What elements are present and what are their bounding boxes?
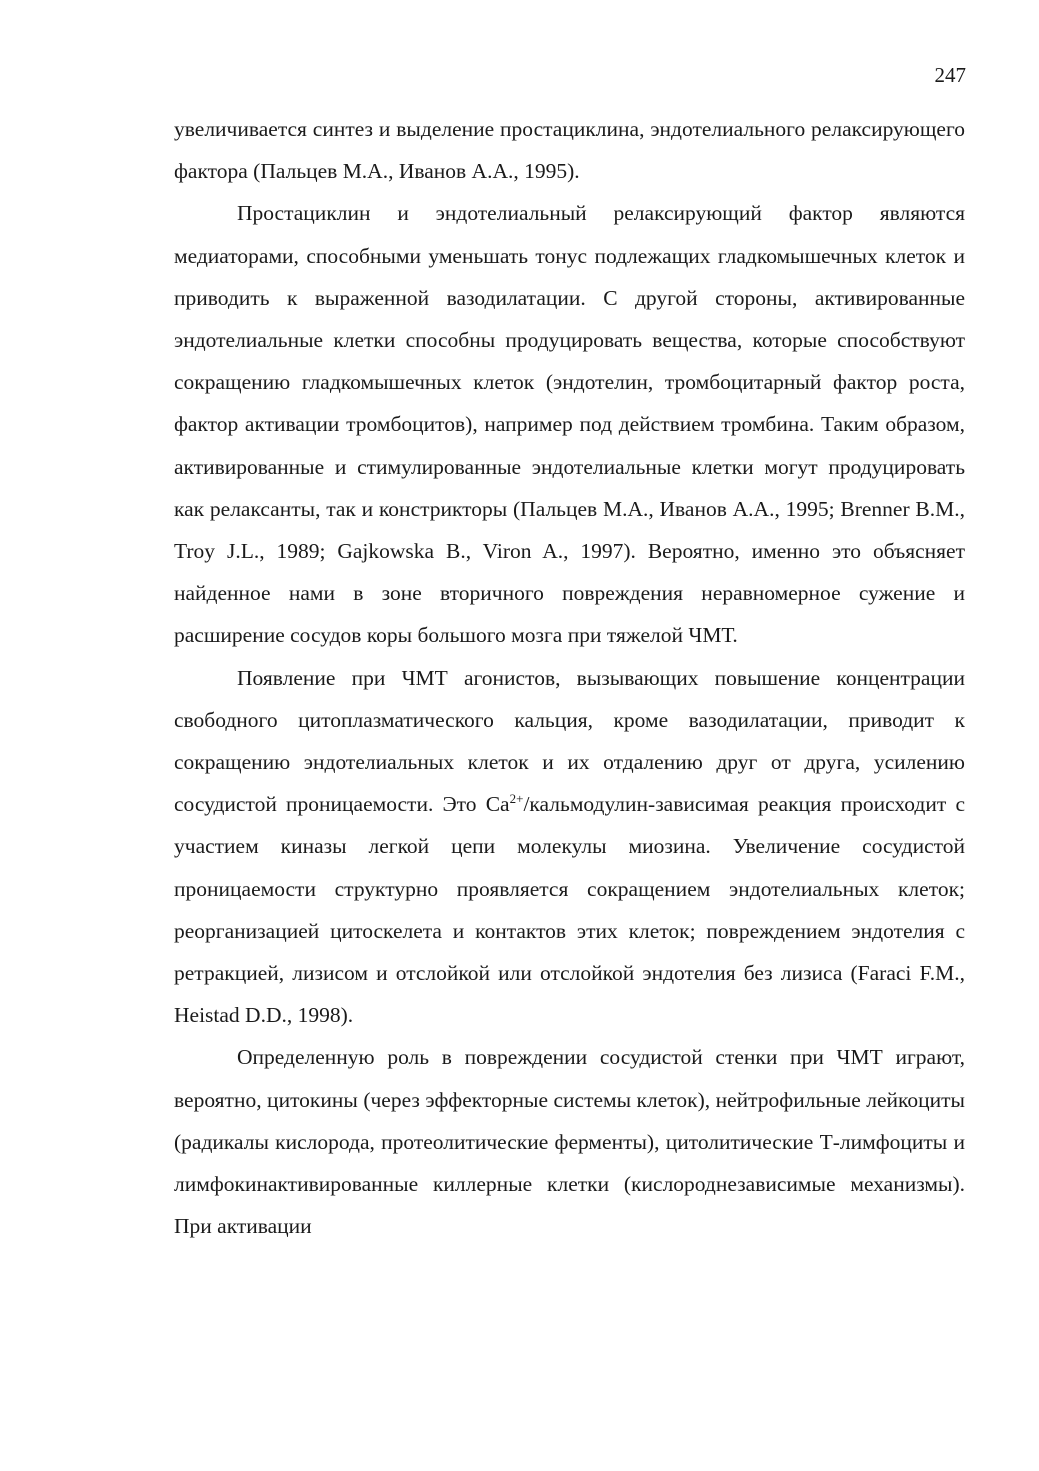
paragraph-calcium-text-start: Появление при ЧМТ агонистов, вызывающих повышение концентрации свободного цитоплазматического кальция, кроме вазодилатации, приводит к сокращению эндотелиальных клеток и их отдалению друг от друга, усилению сосудистой проницаемости. Это Ca (174, 665, 965, 817)
paragraph-prostacyclin: Простациклин и эндотелиальный релаксирующий фактор являются медиаторами, способными уменьшать тонус подлежащих гладкомышечных клеток и приводить к выраженной вазодилатации. С другой стороны, активированные эндотелиальные клетки способны продуцировать вещества, которые способствуют сокращению гладкомышечных клеток (эндотелин, тромбоцитарный фактор роста, фактор активации тромбоцитов), например под действием тромбина. Таким образом, активированные и стимулированные эндотелиальные клетки могут продуцировать как релаксанты, так и констрикторы (Пальцев М.А., Иванов А.А., 1995; Brenner B.M., Troy J.L., 1989; Gajkowska B., Viron A., 1997). Вероятно, именно это объясняет найденное нами в зоне вторичного повреждения неравномерное сужение и расширение сосудов коры большого мозга при тяжелой ЧМТ. (174, 201, 965, 648)
page-number: 247 (934, 63, 966, 87)
paragraph-cytokines: Определенную роль в повреждении сосудистой стенки при ЧМТ играют, вероятно, цитокины (через эффекторные системы клеток), нейтрофильные лейкоциты (радикалы кислорода, протеолитические ферменты), цитолитические Т-лимфоциты и лимфокинактивированные киллерные клетки (кислороднезависимые механизмы). При активации (174, 1045, 965, 1239)
paragraph-calcium (174, 657, 965, 1037)
text-body (174, 108, 965, 1247)
paragraph-continuation: увеличивается синтез и выделение простациклина, эндотелиального релаксирующего фактора (Пальцев М.А., Иванов А.А., 1995). (174, 117, 965, 184)
paragraph-calcium-text-end: /кальмодулин-зависимая реакция происходит с участием киназы легкой цепи молекулы миозина. Увеличение сосудистой проницаемости структурно проявляется сокращением эндотелиальных клеток; реорганизацией цитоскелета и контактов этих клеток; повреждением эндотелия с ретракцией, лизисом и отслойкой или отслойкой эндотелия без лизиса (Faraci F.M., Heistad D.D., 1998). (174, 792, 965, 1028)
calcium-charge-superscript: 2+ (509, 791, 524, 807)
